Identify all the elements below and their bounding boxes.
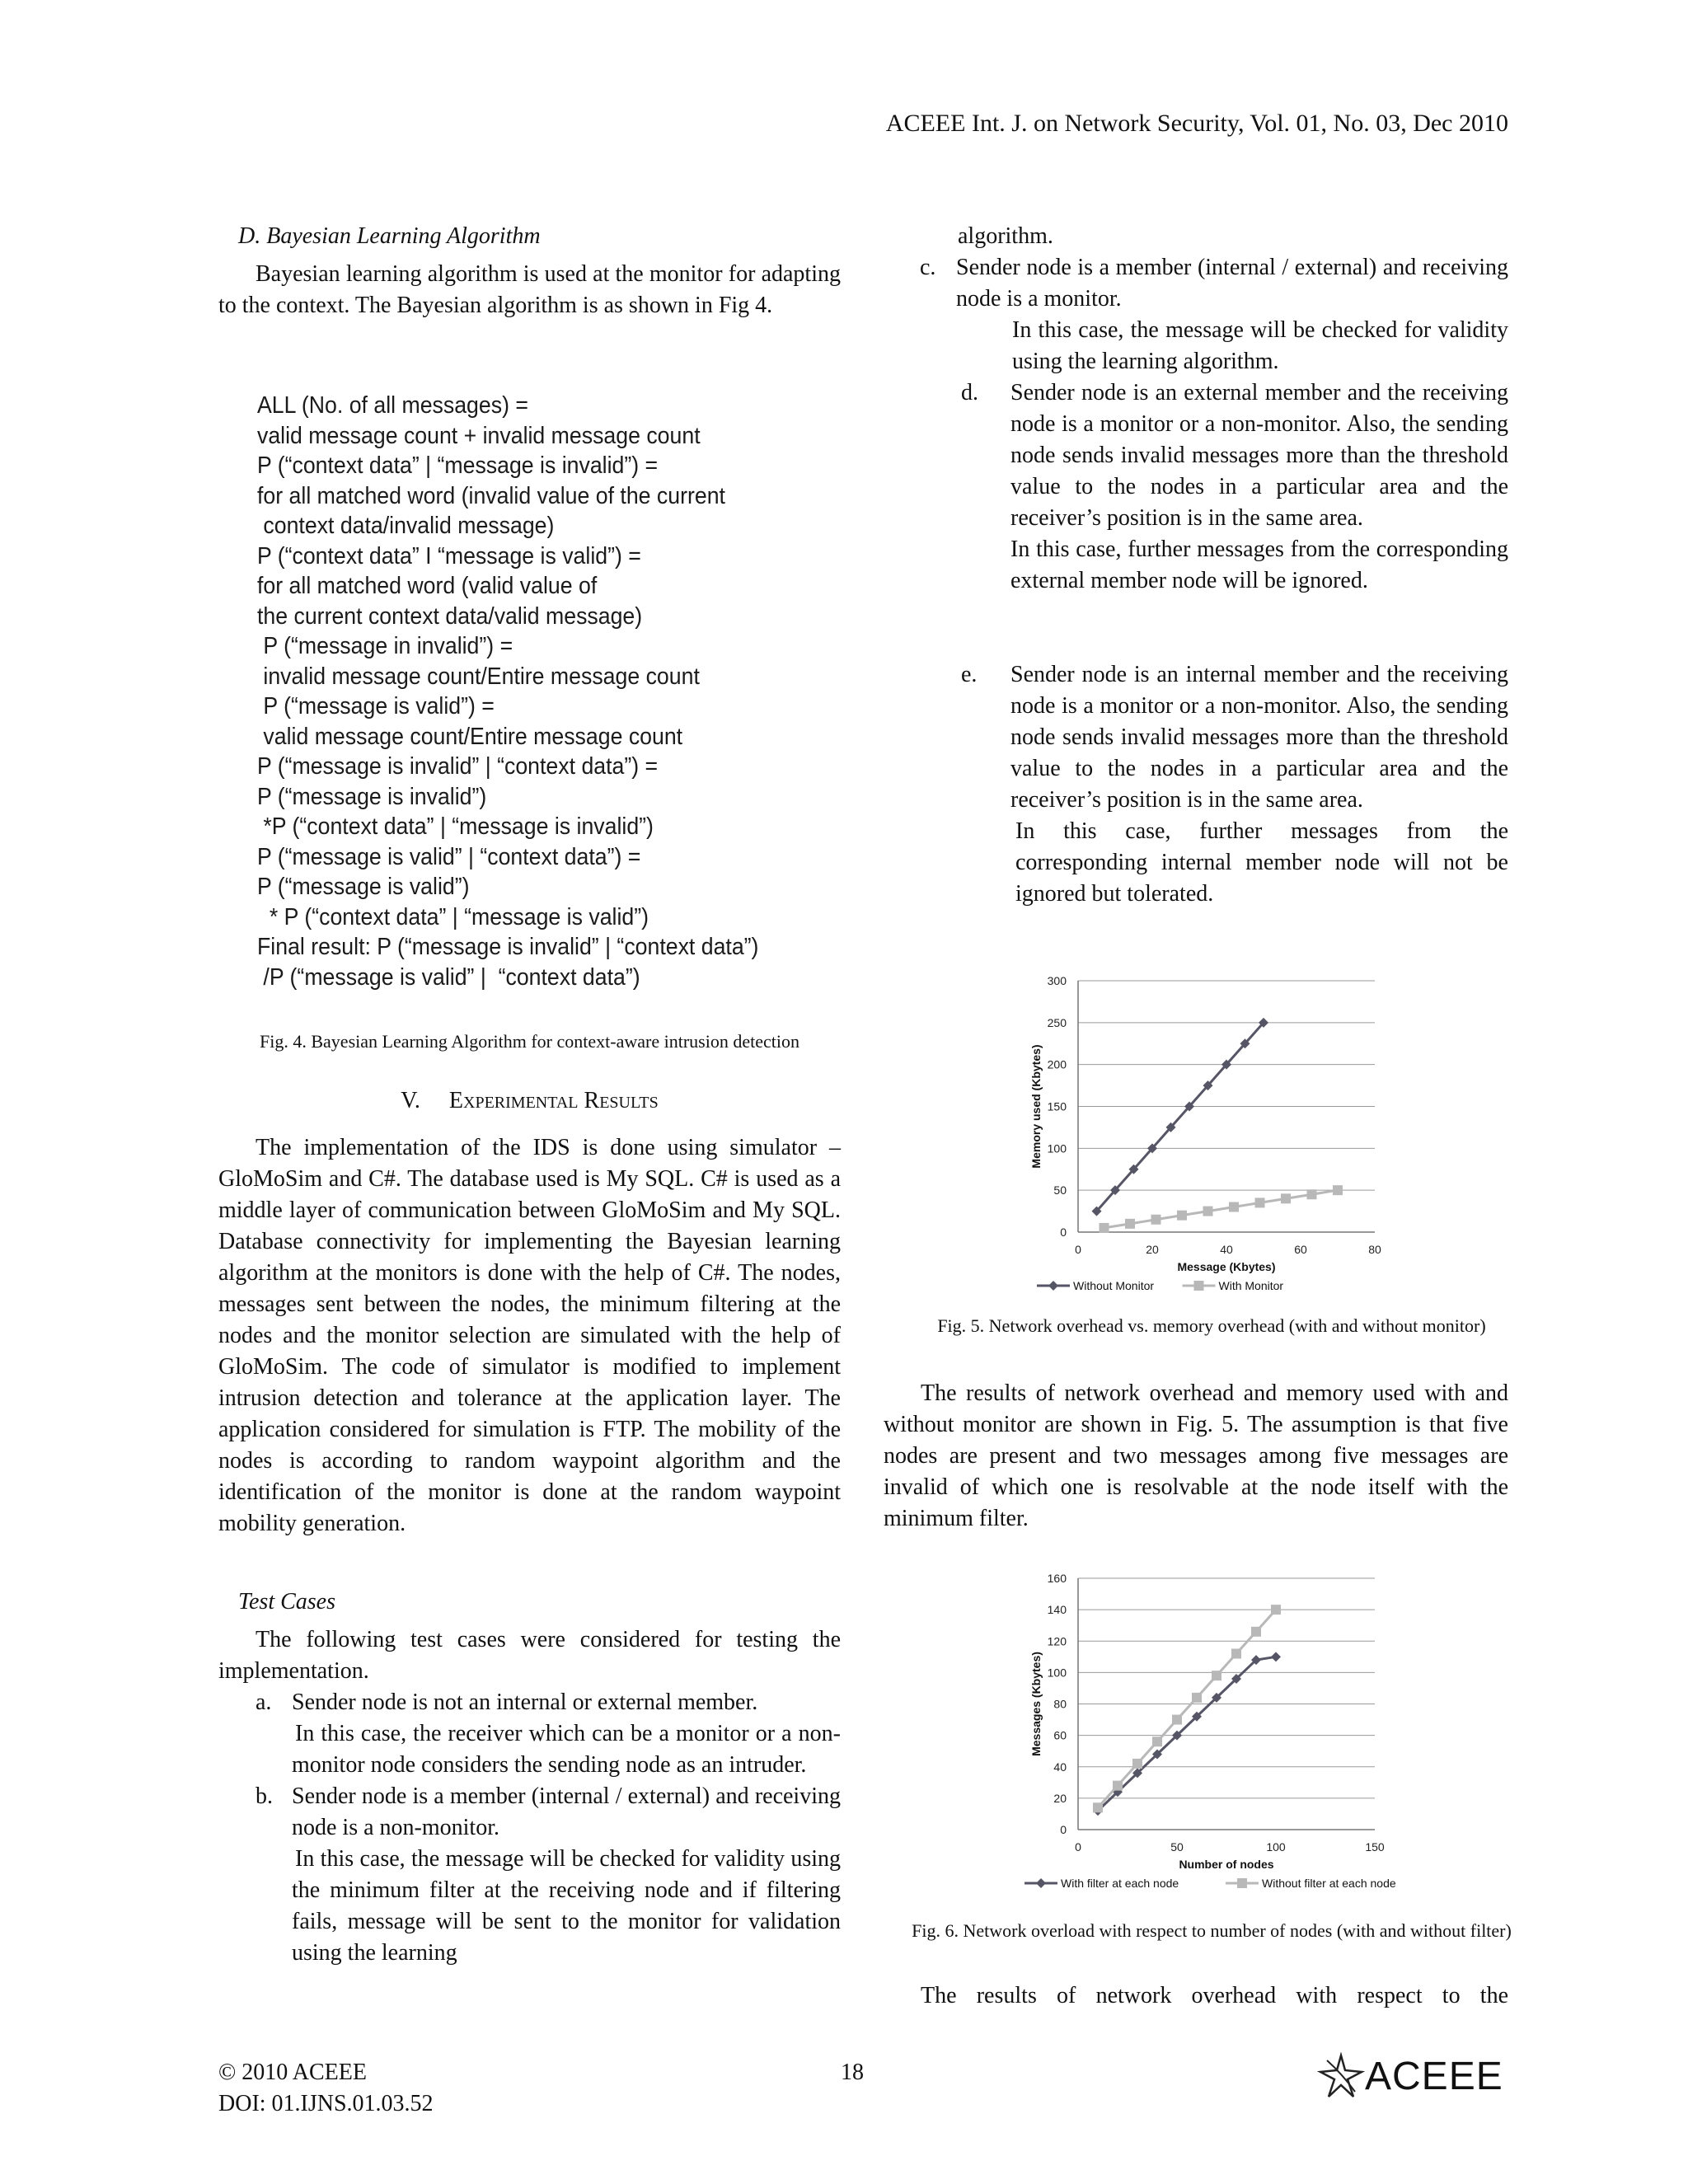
data-point	[1255, 1197, 1265, 1207]
running-header: ACEEE Int. J. on Network Security, Vol. 01, No. 03, Dec 2010	[885, 110, 1508, 137]
y-tick-label: 160	[1047, 1572, 1067, 1585]
fig5-caption: Fig. 5. Network overhead vs. memory overhead (with and without monitor)	[937, 1315, 1486, 1336]
test-cases-paragraph: The following test cases were considered for testing the implementation.	[218, 1627, 841, 1684]
x-tick-label: 60	[1294, 1243, 1307, 1256]
data-point	[1177, 1211, 1187, 1221]
y-tick-label: 100	[1047, 1666, 1067, 1680]
data-point	[1192, 1693, 1202, 1703]
y-tick-label: 200	[1047, 1057, 1067, 1071]
item-label: c.	[920, 255, 936, 280]
y-tick-label: 300	[1047, 974, 1067, 987]
data-point	[1172, 1715, 1182, 1725]
fig4-caption: Fig. 4. Bayesian Learning Algorithm for context-aware intrusion detection	[260, 1031, 799, 1052]
footer-doi: DOI: 01.IJNS.01.03.52	[218, 2091, 434, 2116]
x-tick-label: 150	[1365, 1840, 1385, 1854]
algorithm-line: valid message count/Entire message count	[257, 723, 683, 750]
x-tick-label: 20	[1146, 1243, 1159, 1256]
algorithm-line: ALL (No. of all messages) =	[257, 392, 528, 419]
item-label: a.	[256, 1690, 272, 1715]
y-tick-label: 150	[1047, 1099, 1067, 1113]
x-axis-label: Message (Kbytes)	[1177, 1260, 1276, 1273]
results-paragraph: The results of network overhead and memory used with and without monitor are shown in Fig. 5. The assumption is that five nodes are present and two messages among five messages are invalid of which one is resolvable at the node itself with the minimum filter.	[884, 1380, 1508, 1531]
item-text: Sender node is a member (internal / external) and receiving node is a monitor.	[956, 255, 1508, 312]
test-case-c	[920, 252, 1508, 377]
item-text: Sender node is an internal member and the receiving node is a monitor or a non-monitor. Also, the sending node sends invalid messages more than the threshold value to the nodes in a particular area and the receiver’s position is in the same area.	[1010, 662, 1508, 813]
legend-marker	[1036, 1878, 1046, 1888]
algorithm-line: P (“message is invalid” | “context data”) =	[257, 753, 659, 780]
section-d-paragraph: Bayesian learning algorithm is used at the monitor for adapting to the context. The Bayesian algorithm is as shown in Fig 4.	[218, 261, 841, 318]
legend-marker	[1048, 1281, 1058, 1291]
footer-copyright: © 2010 ACEEE	[218, 2060, 367, 2085]
fig6-caption: Fig. 6. Network overload with respect to number of nodes (with and without filter)	[912, 1920, 1512, 1941]
data-point	[1212, 1671, 1221, 1680]
test-case-e	[961, 659, 1508, 910]
algorithm-line: P (“message in invalid”) =	[257, 633, 513, 659]
page-number: 18	[841, 2060, 864, 2085]
results-paragraph-2: The results of network overhead with respect to the	[921, 1983, 1508, 2008]
algorithm-line: valid message count + invalid message count	[257, 422, 701, 449]
y-axis-label: Memory used (Kbytes)	[1029, 1044, 1043, 1169]
y-tick-label: 0	[1060, 1226, 1067, 1239]
section-5-number: V.	[401, 1088, 420, 1113]
y-tick-label: 100	[1047, 1141, 1067, 1155]
y-tick-label: 20	[1053, 1791, 1067, 1805]
data-point	[1307, 1189, 1317, 1199]
test-case-d	[961, 377, 1508, 597]
data-point	[1203, 1207, 1213, 1216]
algorithm-figure	[257, 391, 834, 992]
data-point	[1151, 1215, 1161, 1225]
item-text: Sender node is not an internal or external member.	[292, 1690, 758, 1715]
item-label: e.	[961, 662, 978, 687]
algorithm-line: for all matched word (valid value of	[257, 573, 598, 599]
algorithm-line: P (“message is valid”) =	[257, 693, 495, 719]
algorithm-line: invalid message count/Entire message count	[257, 663, 700, 690]
x-tick-label: 0	[1075, 1840, 1081, 1854]
legend-marker	[1194, 1281, 1204, 1291]
item-label: b.	[256, 1783, 273, 1809]
data-point	[1251, 1627, 1261, 1637]
item-text: Sender node is an external member and the receiving node is a monitor or a non-monitor. Also, the sending node sends invalid messages more than the threshold value to the nodes in a particular area and the receiver’s position is in the same area.	[1010, 380, 1508, 531]
section-d-title: D. Bayesian Learning Algorithm	[238, 223, 541, 249]
algorithm-line: /P (“message is valid” | “context data”)	[257, 963, 640, 991]
data-point	[1113, 1781, 1123, 1791]
data-point	[1333, 1185, 1343, 1195]
algorithm-lines	[257, 391, 788, 992]
series-line	[1104, 1190, 1339, 1228]
x-tick-label: 80	[1368, 1243, 1381, 1256]
y-tick-label: 140	[1047, 1603, 1067, 1617]
x-tick-label: 40	[1220, 1243, 1233, 1256]
algorithm-line: P (“message is valid”)	[257, 874, 470, 900]
item-subtext: In this case, the receiver which can be a monitor or a non-monitor node considers the sending node as an intruder.	[292, 1721, 841, 1778]
x-tick-label: 0	[1075, 1243, 1081, 1256]
x-tick-label: 100	[1266, 1840, 1286, 1854]
data-point	[1229, 1202, 1239, 1212]
y-tick-label: 0	[1060, 1823, 1067, 1836]
y-tick-label: 250	[1047, 1015, 1067, 1029]
data-point	[1100, 1223, 1109, 1233]
item-subtext: In this case, the message will be checked for validity using the minimum filter at the receiving node and if filtering fails, message will be sent to the monitor for validation using the learning	[292, 1846, 841, 1966]
item-text: Sender node is a member (internal / external) and receiving node is a non-monitor.	[292, 1783, 841, 1840]
algorithm-line: P (“context data” I “message is valid”) =	[257, 542, 641, 569]
algorithm-line: P (“context data” | “message is invalid”) =	[257, 452, 659, 479]
algorithm-line: * P (“context data” | “message is valid”)	[257, 903, 649, 930]
fig5-chart	[1012, 964, 1408, 1302]
legend-label: Without filter at each node	[1262, 1877, 1396, 1890]
y-tick-label: 50	[1053, 1183, 1067, 1197]
right-continuation: algorithm.	[958, 223, 1053, 249]
aceee-logo	[1317, 2052, 1503, 2100]
algorithm-line: for all matched word (invalid value of the current	[257, 482, 725, 509]
y-tick-label: 120	[1047, 1634, 1067, 1648]
y-tick-label: 40	[1053, 1760, 1067, 1774]
fig6-chart	[1012, 1562, 1408, 1900]
algorithm-line: the current context data/valid message)	[257, 602, 643, 630]
legend-label: With filter at each node	[1061, 1877, 1179, 1890]
data-point	[1271, 1605, 1281, 1615]
x-tick-label: 50	[1170, 1840, 1184, 1854]
test-case-a	[256, 1687, 841, 1969]
legend-label: With Monitor	[1218, 1279, 1284, 1292]
legend-label: Without Monitor	[1073, 1279, 1155, 1292]
section-5-heading	[218, 1088, 841, 1114]
data-point	[1231, 1649, 1241, 1659]
item-label: d.	[961, 380, 978, 405]
y-tick-label: 80	[1053, 1697, 1067, 1711]
item-subtext: In this case, further messages from the corresponding internal member node will not be ignored but tolerated.	[1015, 818, 1508, 907]
data-point	[1093, 1802, 1103, 1812]
series-line	[1098, 1610, 1276, 1807]
item-subtext: In this case, the message will be checked for validity using the learning algorithm.	[1012, 317, 1508, 374]
y-tick-label: 60	[1053, 1728, 1067, 1742]
section-5-paragraph: The implementation of the IDS is done using simulator – GloMoSim and C#. The database used is My SQL. C# is used as a middle layer of communication between GloMoSim and My SQL. Database connectivity for implementing the Bayesian learning algorithm at the monitors is done with the help of C#. The nodes, messages sent between the nodes, the minimum filtering at the nodes and the monitor selection are simulated with the help of GloMoSim. The code of simulator is modified to implement intrusion detection and tolerance at the application layer. The application considered for simulation is FTP. The mobility of the nodes is according to random waypoint algorithm and the identification of the monitor is done at the random waypoint mobility generation.	[218, 1135, 841, 1536]
data-point	[1152, 1736, 1162, 1746]
data-point	[1132, 1759, 1142, 1769]
algorithm-line: *P (“context data” | “message is invalid”)	[257, 813, 654, 840]
item-subtext: In this case, further messages from the corresponding external member node will be ignored.	[1010, 537, 1508, 593]
section-5-title: Experimental Results	[448, 1088, 659, 1113]
logo-text: ACEEE	[1365, 2054, 1503, 2098]
algorithm-line: P (“message is invalid”)	[257, 783, 487, 810]
algorithm-line: Final result: P (“message is invalid” | “context data”)	[257, 934, 759, 960]
algorithm-line: P (“message is valid” | “context data”) =	[257, 843, 641, 870]
algorithm-line: context data/invalid message)	[257, 513, 555, 539]
x-axis-label: Number of nodes	[1179, 1858, 1274, 1871]
test-cases-title: Test Cases	[238, 1589, 336, 1615]
data-point	[1125, 1219, 1135, 1229]
data-point	[1271, 1652, 1281, 1661]
series-line	[1098, 1657, 1276, 1811]
legend-marker	[1237, 1878, 1247, 1888]
series-line	[1097, 1023, 1264, 1212]
star-logo-icon	[1317, 2052, 1365, 2100]
data-point	[1281, 1193, 1291, 1203]
y-axis-label: Messages (Kbytes)	[1029, 1652, 1043, 1756]
